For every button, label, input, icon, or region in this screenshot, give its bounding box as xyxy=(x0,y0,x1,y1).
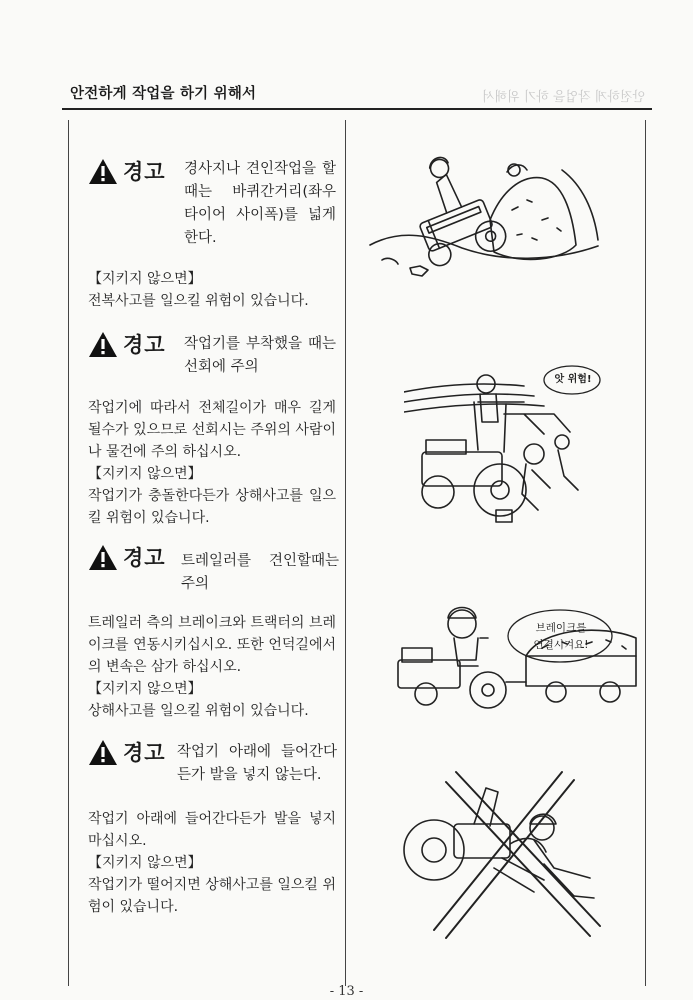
trailer-towing-illustration xyxy=(392,598,644,710)
warning-body-2 xyxy=(88,397,336,529)
under-implement-illustration xyxy=(394,768,614,940)
warning-triangle-icon xyxy=(88,331,118,358)
warning-description-4: 작업기 아래에 들어간다든가 발을 넣지 않는다. xyxy=(177,744,337,783)
consequence-text: 상해사고를 일으킬 위험이 있습니다. xyxy=(88,703,309,719)
section-title: 안전하게 작업을 하기 위해서 xyxy=(70,86,257,102)
if-not-label: 【지키지 않으면】 xyxy=(88,271,202,287)
warning-description-3: 트레일러를 견인할때는 주의 xyxy=(181,553,339,592)
bubble-line-1: 브레이크를 xyxy=(535,622,587,634)
warning-heading-2 xyxy=(88,329,166,359)
warning-triangle-icon xyxy=(88,158,118,185)
page-number: - 13 - xyxy=(329,984,364,999)
if-not-label: 【지키지 않으면】 xyxy=(88,681,202,697)
if-not-label: 【지키지 않으면】 xyxy=(88,855,202,871)
consequence-text: 전복사고를 일으킬 위험이 있습니다. xyxy=(88,293,309,309)
warning-triangle-icon xyxy=(88,544,118,571)
warning-label: 경고 xyxy=(123,546,166,570)
warning-label: 경고 xyxy=(123,160,166,184)
warning-body-4 xyxy=(88,808,336,918)
warning-description-1: 경사지나 견인작업을 할 때는 바퀴간거리(좌우 타이어 사이폭)를 넓게 한다. xyxy=(184,161,336,246)
bubble-line-2: 연결시켜요! xyxy=(533,639,589,651)
column-divider xyxy=(345,120,346,986)
body-text: 트레일러 측의 브레이크와 트랙터의 브레이크를 연동시키십시오. 또한 언덕길에서의 변속은 삼가 하십시오. xyxy=(88,615,336,675)
consequence-text: 작업기가 떨어지면 상해사고를 일으킬 위험이 있습니다. xyxy=(88,877,336,915)
warning-body-3 xyxy=(88,612,336,722)
turning-implement-illustration xyxy=(404,362,604,527)
warning-description-2: 작업기를 부착했을 때는 선회에 주의 xyxy=(184,336,336,375)
warning-heading-1 xyxy=(88,156,166,186)
speech-bubble-danger: 앗 위험! xyxy=(554,374,592,385)
warning-heading-4 xyxy=(88,737,166,767)
header-rule xyxy=(62,108,652,110)
warning-triangle-icon xyxy=(88,739,118,766)
body-text: 작업기에 따라서 전체길이가 매우 길게 될수가 있으므로 선회시는 주위의 사람이나 물건에 주의 하십시오. xyxy=(88,400,336,460)
warning-body-1 xyxy=(88,268,336,312)
speech-bubble-brake xyxy=(520,620,602,654)
consequence-text: 작업기가 충돌한다든가 상해사고를 일으킬 위험이 있습니다. xyxy=(88,488,336,526)
if-not-label: 【지키지 않으면】 xyxy=(88,466,202,482)
warning-label: 경고 xyxy=(123,333,166,357)
warning-label: 경고 xyxy=(123,741,166,765)
bleed-through-title: 안전하게 작업을 하기 위해서 xyxy=(481,90,645,105)
body-text: 작업기 아래에 들어간다든가 발을 넣지 마십시오. xyxy=(88,811,336,849)
slope-tractor-illustration xyxy=(362,150,602,285)
warning-heading-3 xyxy=(88,542,166,572)
